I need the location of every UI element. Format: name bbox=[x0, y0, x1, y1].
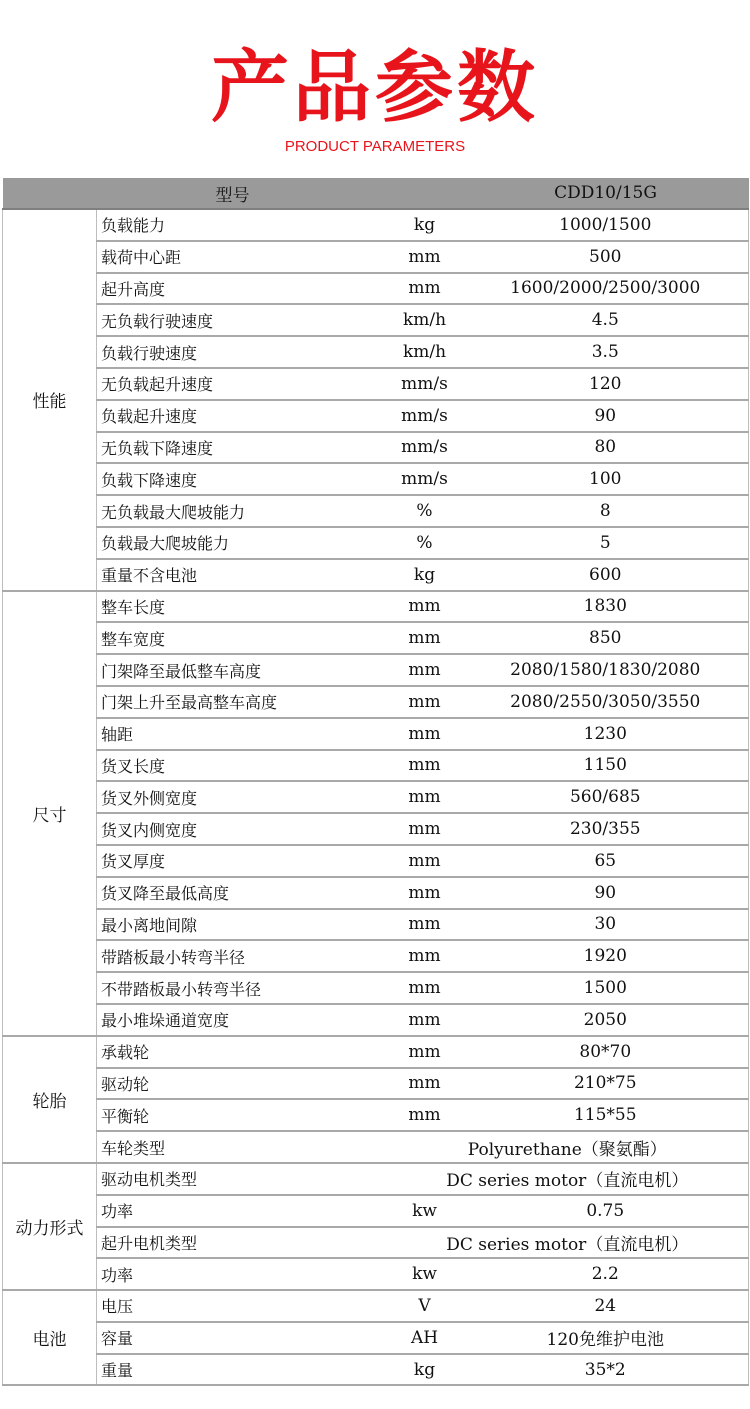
param-unit: AH bbox=[387, 1322, 463, 1354]
param-value: 65 bbox=[463, 845, 749, 877]
param-value: 1500 bbox=[463, 972, 749, 1004]
param-unit: mm bbox=[387, 718, 463, 750]
table-row bbox=[3, 1036, 749, 1068]
page-title: 产品参数 bbox=[210, 43, 539, 133]
param-value: 80 bbox=[463, 432, 749, 464]
param-name: 带踏板最小转弯半径 bbox=[97, 940, 387, 972]
table-row bbox=[3, 1322, 749, 1354]
table-row bbox=[3, 654, 749, 686]
param-value: 1230 bbox=[463, 718, 749, 750]
param-value: 2080/2550/3050/3550 bbox=[463, 686, 749, 718]
table-row bbox=[3, 368, 749, 400]
param-name: 承载轮 bbox=[97, 1036, 387, 1068]
param-value: 1150 bbox=[463, 750, 749, 782]
param-value: 600 bbox=[463, 559, 749, 591]
param-name: 起升电机类型 bbox=[97, 1227, 387, 1259]
table-row bbox=[3, 1004, 749, 1036]
param-value: 1000/1500 bbox=[463, 209, 749, 241]
param-unit: kw bbox=[387, 1258, 463, 1290]
param-unit: km/h bbox=[387, 336, 463, 368]
header-model-label: 型号 bbox=[3, 178, 463, 209]
table-row bbox=[3, 877, 749, 909]
param-name: 无负载下降速度 bbox=[97, 432, 387, 464]
param-name: 容量 bbox=[97, 1322, 387, 1354]
table-row bbox=[3, 845, 749, 877]
param-unit: mm bbox=[387, 591, 463, 623]
table-row bbox=[3, 527, 749, 559]
group-label: 电池 bbox=[3, 1290, 97, 1385]
table-row bbox=[3, 495, 749, 527]
param-name: 货叉内侧宽度 bbox=[97, 813, 387, 845]
param-unit: mm bbox=[387, 909, 463, 941]
param-name: 负载最大爬坡能力 bbox=[97, 527, 387, 559]
param-unit: mm bbox=[387, 1099, 463, 1131]
param-value: 24 bbox=[463, 1290, 749, 1322]
param-value: 80*70 bbox=[463, 1036, 749, 1068]
param-name: 货叉降至最低高度 bbox=[97, 877, 387, 909]
param-name: 功率 bbox=[97, 1258, 387, 1290]
param-value: 1920 bbox=[463, 940, 749, 972]
param-value: 5 bbox=[463, 527, 749, 559]
param-unit: mm bbox=[387, 686, 463, 718]
table-row bbox=[3, 591, 749, 623]
param-value: 0.75 bbox=[463, 1195, 749, 1227]
table-row bbox=[3, 1163, 749, 1195]
param-unit: mm/s bbox=[387, 368, 463, 400]
param-value: 1600/2000/2500/3000 bbox=[463, 273, 749, 305]
table-header-row bbox=[3, 178, 749, 209]
param-value: 4.5 bbox=[463, 304, 749, 336]
param-name: 不带踏板最小转弯半径 bbox=[97, 972, 387, 1004]
param-unit: % bbox=[387, 527, 463, 559]
param-value: 1830 bbox=[463, 591, 749, 623]
param-name: 平衡轮 bbox=[97, 1099, 387, 1131]
group-label: 动力形式 bbox=[3, 1163, 97, 1290]
table-row bbox=[3, 1227, 749, 1259]
table-row bbox=[3, 1290, 749, 1322]
param-name: 驱动电机类型 bbox=[97, 1163, 387, 1195]
group-label: 性能 bbox=[3, 209, 97, 591]
param-unit: mm bbox=[387, 877, 463, 909]
param-name: 负载起升速度 bbox=[97, 400, 387, 432]
table-row bbox=[3, 718, 749, 750]
param-name: 负载下降速度 bbox=[97, 463, 387, 495]
param-unit: kg bbox=[387, 559, 463, 591]
param-unit: mm bbox=[387, 813, 463, 845]
param-unit: mm bbox=[387, 1004, 463, 1036]
param-unit: mm bbox=[387, 654, 463, 686]
param-name: 车轮类型 bbox=[97, 1131, 387, 1163]
table-row bbox=[3, 1354, 749, 1386]
table-row bbox=[3, 241, 749, 273]
param-unit: mm/s bbox=[387, 400, 463, 432]
param-value: 115*55 bbox=[463, 1099, 749, 1131]
param-name: 驱动轮 bbox=[97, 1068, 387, 1100]
table-row bbox=[3, 622, 749, 654]
table-row bbox=[3, 273, 749, 305]
param-name: 起升高度 bbox=[97, 273, 387, 305]
table-row bbox=[3, 781, 749, 813]
param-unit: km/h bbox=[387, 304, 463, 336]
group-label: 轮胎 bbox=[3, 1036, 97, 1163]
param-name: 负载行驶速度 bbox=[97, 336, 387, 368]
param-value: 8 bbox=[463, 495, 749, 527]
param-unit: mm bbox=[387, 622, 463, 654]
param-name: 电压 bbox=[97, 1290, 387, 1322]
page-subtitle: PRODUCT PARAMETERS bbox=[284, 138, 466, 155]
param-unit: mm bbox=[387, 845, 463, 877]
param-name: 无负载起升速度 bbox=[97, 368, 387, 400]
param-unit: mm/s bbox=[387, 432, 463, 464]
param-unit: kg bbox=[387, 1354, 463, 1386]
param-value: 500 bbox=[463, 241, 749, 273]
param-value: 120免维护电池 bbox=[463, 1322, 749, 1354]
header-model-value: CDD10/15G bbox=[463, 178, 749, 209]
table-row bbox=[3, 813, 749, 845]
param-name: 轴距 bbox=[97, 718, 387, 750]
param-unit: kw bbox=[387, 1195, 463, 1227]
param-name: 负载能力 bbox=[97, 209, 387, 241]
param-name: 无负载行驶速度 bbox=[97, 304, 387, 336]
table-row bbox=[3, 686, 749, 718]
param-value: 210*75 bbox=[463, 1068, 749, 1100]
param-name: 最小堆垛通道宽度 bbox=[97, 1004, 387, 1036]
spec-table-body bbox=[3, 209, 749, 1385]
param-name: 门架降至最低整车高度 bbox=[97, 654, 387, 686]
table-row bbox=[3, 432, 749, 464]
param-value: Polyurethane（聚氨酯） bbox=[387, 1131, 749, 1163]
table-row bbox=[3, 463, 749, 495]
param-name: 最小离地间隙 bbox=[97, 909, 387, 941]
param-unit: mm/s bbox=[387, 463, 463, 495]
param-unit: mm bbox=[387, 273, 463, 305]
table-row bbox=[3, 336, 749, 368]
param-unit: % bbox=[387, 495, 463, 527]
param-name: 整车宽度 bbox=[97, 622, 387, 654]
param-name: 货叉厚度 bbox=[97, 845, 387, 877]
param-value: 90 bbox=[463, 877, 749, 909]
param-unit: mm bbox=[387, 1036, 463, 1068]
param-unit: mm bbox=[387, 241, 463, 273]
param-name: 货叉长度 bbox=[97, 750, 387, 782]
param-value: DC series motor（直流电机） bbox=[387, 1227, 749, 1259]
table-row bbox=[3, 1131, 749, 1163]
param-name: 功率 bbox=[97, 1195, 387, 1227]
table-row bbox=[3, 750, 749, 782]
param-name: 重量不含电池 bbox=[97, 559, 387, 591]
group-label: 尺寸 bbox=[3, 591, 97, 1036]
param-value: 3.5 bbox=[463, 336, 749, 368]
param-value: 2080/1580/1830/2080 bbox=[463, 654, 749, 686]
table-row bbox=[3, 972, 749, 1004]
table-row bbox=[3, 1099, 749, 1131]
table-row bbox=[3, 559, 749, 591]
param-unit: mm bbox=[387, 940, 463, 972]
table-row bbox=[3, 909, 749, 941]
param-name: 整车长度 bbox=[97, 591, 387, 623]
param-value: 2050 bbox=[463, 1004, 749, 1036]
param-value: 120 bbox=[463, 368, 749, 400]
spec-table bbox=[2, 178, 749, 1386]
table-row bbox=[3, 1258, 749, 1290]
param-unit: mm bbox=[387, 750, 463, 782]
param-name: 无负载最大爬坡能力 bbox=[97, 495, 387, 527]
table-row bbox=[3, 304, 749, 336]
param-value: 850 bbox=[463, 622, 749, 654]
table-row bbox=[3, 400, 749, 432]
param-value: 90 bbox=[463, 400, 749, 432]
param-value: 560/685 bbox=[463, 781, 749, 813]
param-value: 35*2 bbox=[463, 1354, 749, 1386]
param-name: 门架上升至最高整车高度 bbox=[97, 686, 387, 718]
param-unit: kg bbox=[387, 209, 463, 241]
param-unit: mm bbox=[387, 781, 463, 813]
param-value: 2.2 bbox=[463, 1258, 749, 1290]
param-value: DC series motor（直流电机） bbox=[387, 1163, 749, 1195]
param-value: 100 bbox=[463, 463, 749, 495]
param-unit: mm bbox=[387, 1068, 463, 1100]
param-value: 30 bbox=[463, 909, 749, 941]
table-row bbox=[3, 1195, 749, 1227]
table-row bbox=[3, 1068, 749, 1100]
param-name: 货叉外侧宽度 bbox=[97, 781, 387, 813]
param-name: 载荷中心距 bbox=[97, 241, 387, 273]
table-row bbox=[3, 940, 749, 972]
param-unit: mm bbox=[387, 972, 463, 1004]
param-value: 230/355 bbox=[463, 813, 749, 845]
param-unit: V bbox=[387, 1290, 463, 1322]
param-name: 重量 bbox=[97, 1354, 387, 1386]
table-row bbox=[3, 209, 749, 241]
